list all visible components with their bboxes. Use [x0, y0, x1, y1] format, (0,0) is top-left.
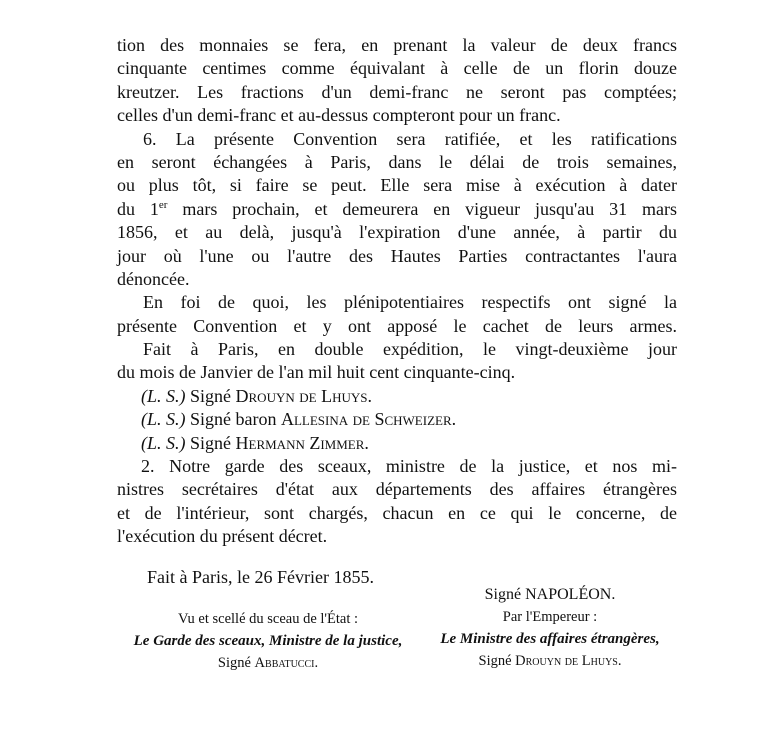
- signe-label: Signé: [190, 432, 232, 453]
- text-line: ou plus tôt, si faire se peut. Elle sera mise à exécution à dater: [117, 175, 677, 196]
- text-line: en seront échangées à Paris, dans le délai de trois semaines,: [117, 151, 677, 172]
- text-line: En foi de quoi, les plénipotentiaires respectifs ont signé la: [143, 292, 677, 313]
- seal-attestation: [112, 608, 424, 674]
- line-rest: mars prochain, et demeurera en vigueur jusqu'au 31 mars: [182, 198, 678, 219]
- minister-title: Le Garde des sceaux, Ministre de la justice,: [133, 633, 403, 649]
- superscript: er: [158, 198, 168, 211]
- signe-label: Signé: [217, 655, 251, 671]
- signature-line: [117, 385, 677, 408]
- dateline: Fait à Paris, le 26 Février 1855.: [147, 567, 374, 587]
- signe-label: Signé: [478, 653, 512, 669]
- text-line: l'exécution du présent décret.: [117, 526, 328, 547]
- signature-line: [117, 408, 677, 431]
- emperor-signature: Signé NAPOLÉON.: [484, 586, 616, 603]
- date-prefix: du 1: [117, 198, 159, 219]
- text-line: du mois de Janvier de l'an mil huit cent cinquante-cinq.: [117, 362, 516, 383]
- text-line: 6. La présente Convention sera ratifiée, et les ratifications: [143, 128, 677, 149]
- seal-mark: (L. S.): [141, 409, 186, 430]
- minister-signature: [112, 652, 424, 674]
- body-text: [117, 34, 677, 549]
- text-line: cinquante centimes comme équivalant à celle de un florin douze: [117, 58, 677, 79]
- text-line: 2. Notre garde des sceaux, ministre de la justice, et nos mi-: [141, 456, 677, 477]
- signatory-name: Drouyn de Lhuys.: [515, 653, 622, 669]
- text-line: dénoncée.: [117, 268, 190, 289]
- signe-label: Signé: [190, 385, 232, 406]
- seal-mark: (L. S.): [141, 432, 186, 453]
- par-empereur: Par l'Empereur :: [502, 609, 598, 625]
- signatory-name: Drouyn de Lhuys.: [235, 385, 372, 406]
- text-line: [117, 198, 677, 221]
- signature-line: [117, 432, 677, 455]
- minister-title: Le Ministre des affaires étrangères,: [440, 631, 660, 647]
- signatory-name: Allesina de Schweizer.: [280, 409, 457, 430]
- text-line: kreutzer. Les fractions d'un demi-franc ne seront pas comptées;: [117, 81, 677, 102]
- text-line: 1856, et au delà, jusqu'à l'expiration d'une année, à partir du: [117, 222, 677, 243]
- text-line: celles d'un demi-franc et au-dessus compteront pour un franc.: [117, 105, 561, 126]
- text-line: tion des monnaies se fera, en prenant la valeur de deux francs: [117, 35, 677, 55]
- attestation-line: Vu et scellé du sceau de l'État :: [177, 611, 359, 627]
- text-line: Fait à Paris, en double expédition, le vingt-deuxième jour: [143, 339, 677, 360]
- text-line: présente Convention et y ont apposé le cachet de leurs armes.: [117, 315, 677, 336]
- signatory-name: Hermann Zimmer.: [235, 432, 369, 453]
- minister-signature: [430, 650, 670, 672]
- signatory-name: Abbatucci.: [254, 655, 319, 671]
- seal-mark: (L. S.): [141, 385, 186, 406]
- signe-label: Signé baron: [190, 409, 277, 430]
- text-line: nistres secrétaires d'état aux départements des affaires étrangères: [117, 479, 677, 500]
- text-line: et de l'intérieur, sont chargés, chacun en ce qui le concerne, de: [117, 502, 677, 523]
- emperor-signature-block: [430, 584, 670, 672]
- text-line: jour où l'une ou l'autre des Hautes Parties contractantes l'aura: [117, 245, 677, 266]
